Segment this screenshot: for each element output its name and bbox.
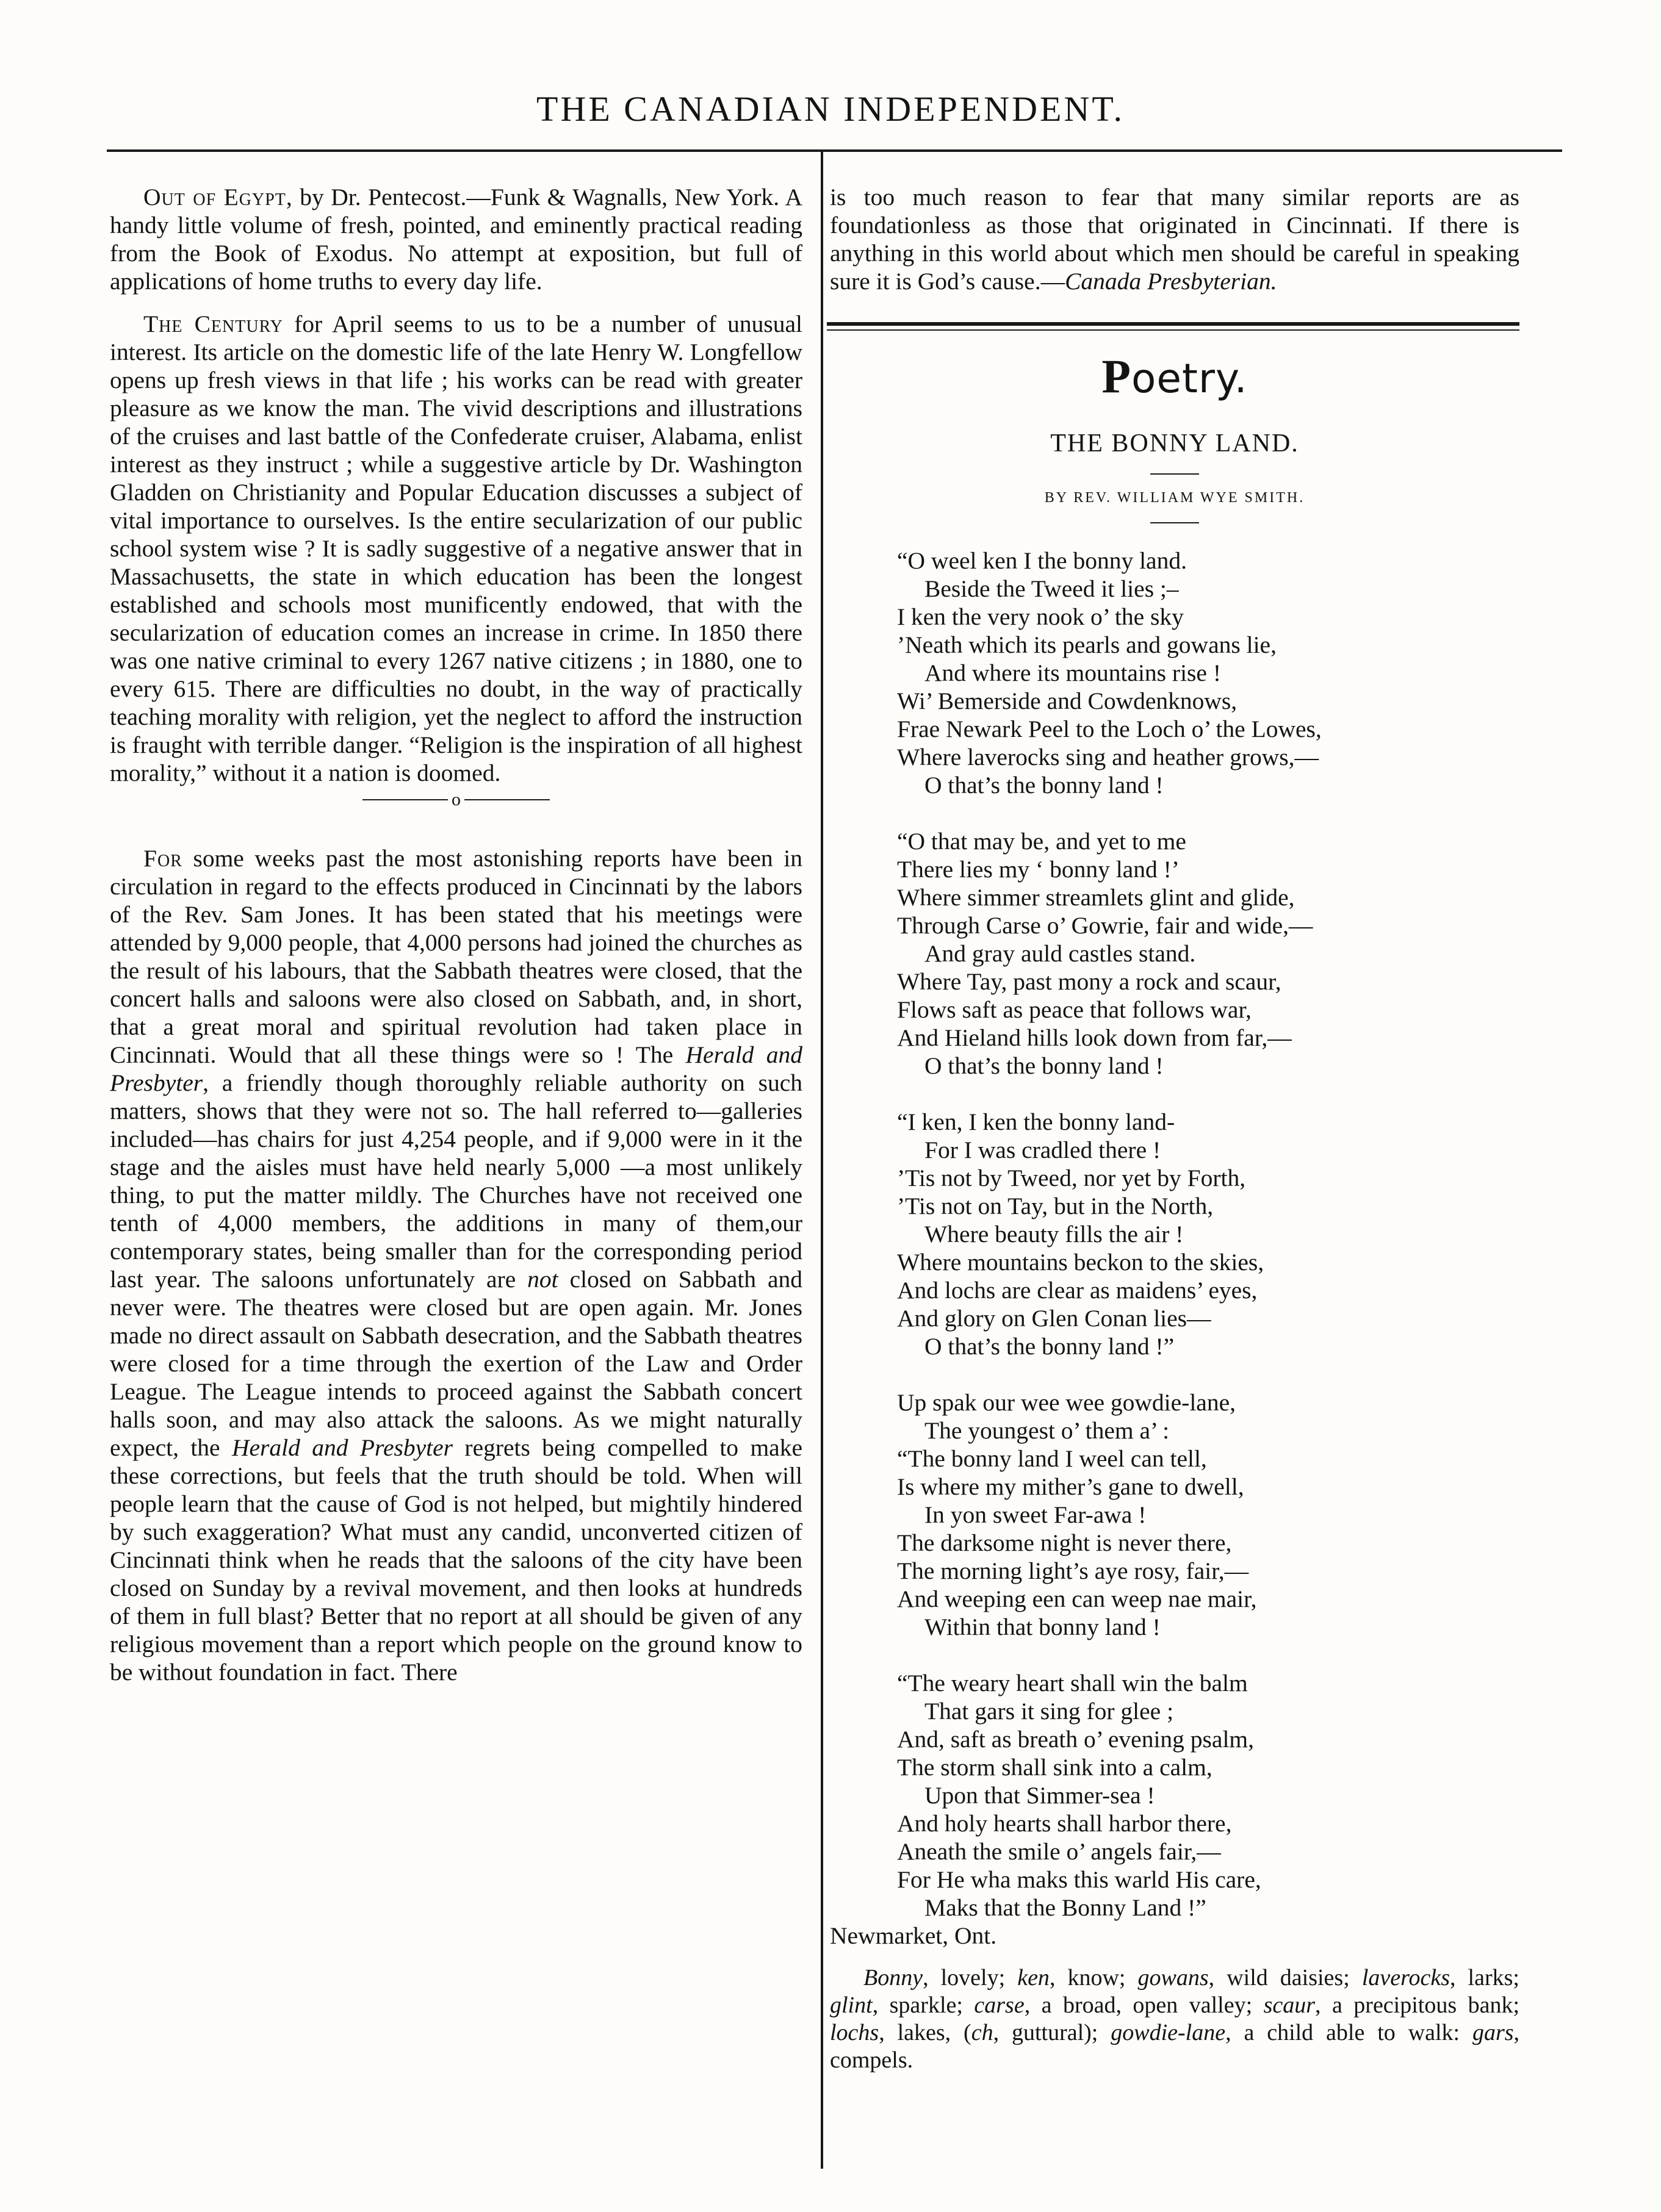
continuation-text: is too much reason to fear that many similar reports are as foundationless as those that originated in Cincinnati. If there is anything in this world about which men should be careful in speaking sure it is God’s cause.— [830, 184, 1519, 295]
poem-byline: BY REV. WILLIAM WYE SMITH. [1044, 490, 1305, 506]
poem-glossary [830, 1964, 1519, 2074]
glossary-term: lochs [830, 2020, 879, 2045]
glossary-definition: , lovely; [923, 1965, 1018, 1991]
poem-place: Newmarket, Ont. [830, 1922, 997, 1949]
article-text: regrets being compelled to make these corrections, but feels that the truth should be told. When will people learn that the cause of God is not helped, but mightily hindered by such exaggeration? What must any candid, unconverted citizen of Cincinnati think when he reads that the saloons of the city have been closed on Sunday by a revival movement, and then looks at hundreds of them in full blast? Better that no report at all should be given of any religious movement than a report which people on the ground know to be without foundation in fact. There [110, 1434, 802, 1686]
byline-rule [1150, 522, 1199, 523]
title-rule [1150, 473, 1199, 475]
poem-line: There lies my ‘ bonny land !’ [897, 856, 1180, 883]
glossary-term: laverocks [1361, 1965, 1450, 1991]
poem-line: Frae Newark Peel to the Loch o’ the Lowes, [897, 716, 1322, 742]
poem-line: For He wha maks this warld His care, [897, 1866, 1261, 1893]
poem-line: “O weel ken I the bonny land. [897, 547, 1187, 574]
poem-line: And weeping een can weep nae mair, [897, 1585, 1257, 1612]
masthead: THE CANADIAN INDEPENDENT. [536, 89, 1125, 129]
poetry-rule-thick [827, 322, 1519, 326]
glossary-definition: , guttural); [993, 2020, 1111, 2045]
glossary-definition: , lakes, ( [879, 2020, 971, 2045]
article-lead: For [143, 844, 182, 872]
glossary-term: glint [830, 1992, 873, 2018]
article-text: some weeks past the most astonishing reports have been in circulation in regard to the effects produced in Cincinnati by the labors of the Rev. Sam Jones. It has been stated that his meetings were attended by 9,000 people, that 4,000 persons had joined the churches as the result of his labours, that the Sabbath theatres were closed, that the concert halls and saloons were also closed on Sabbath, and, in short, that a great moral and spiritual revolution had taken place in Cincinnati. Would that all these things were so ! The [110, 844, 802, 1068]
masthead-rule [107, 149, 1562, 152]
poem-line: Beside the Tweed it lies ;– [924, 575, 1179, 602]
century-notice [110, 310, 802, 787]
out-of-egypt-notice [110, 183, 802, 295]
poem-line: The darksome night is never there, [897, 1529, 1232, 1556]
poem-stanza [897, 1108, 1519, 1360]
poem-line: Where mountains beckon to the skies, [897, 1249, 1264, 1276]
poem-line: Aneath the smile o’ angels fair,— [897, 1838, 1221, 1865]
glossary-definition: , wild daisies; [1208, 1965, 1362, 1991]
poetry-heading [830, 350, 1519, 403]
poem-line: Where Tay, past mony a rock and scaur, [897, 968, 1281, 995]
poem-line: O that’s the bonny land ! [924, 772, 1164, 799]
poem-stanza [897, 1669, 1519, 1922]
glossary-term: carse [974, 1992, 1025, 2018]
poem-line: The morning light’s aye rosy, fair,— [897, 1557, 1249, 1584]
poem-line: The storm shall sink into a calm, [897, 1754, 1212, 1781]
glossary-definition: , larks; [1450, 1965, 1519, 1991]
poem-line: Up spak our wee wee gowdie-lane, [897, 1389, 1236, 1416]
sam-jones-article [110, 844, 802, 1686]
glossary-definition: , a precipitous bank; [1315, 1992, 1520, 2018]
poem-line: Wi’ Bemerside and Cowdenknows, [897, 688, 1238, 714]
poem-line: And gray auld castles stand. [924, 940, 1196, 967]
poetry-rule-thin [827, 329, 1519, 331]
poem-line: “The weary heart shall win the balm [897, 1670, 1248, 1697]
poem-line: And, saft as breath o’ evening psalm, [897, 1726, 1255, 1753]
poem-line: “I ken, I ken the bonny land- [897, 1108, 1175, 1135]
poem-line: Is where my mither’s gane to dwell, [897, 1473, 1244, 1500]
poetry-heading-rest: oetry. [1131, 355, 1248, 402]
poem-line: And holy hearts shall harbor there, [897, 1810, 1232, 1837]
notice-lead: Out of Egypt, [143, 184, 293, 210]
poem-line: For I was cradled there ! [924, 1137, 1161, 1163]
poetry-initial: P [1101, 350, 1131, 403]
poem-line: Through Carse o’ Gowrie, fair and wide,— [897, 912, 1313, 939]
poem-line: In yon sweet Far-awa ! [924, 1501, 1147, 1528]
glossary-definition: , sparkle; [872, 1992, 975, 2018]
left-column [110, 183, 802, 1686]
right-column [830, 183, 1519, 2074]
poem-line: And glory on Glen Conan lies— [897, 1305, 1211, 1332]
poem-line: And where its mountains rise ! [924, 659, 1221, 686]
poem-line: Where laverocks sing and heather grows,— [897, 744, 1319, 770]
notice-text: for April seems to us to be a number of unusual interest. Its article on the domestic life of the late Henry W. Longfellow opens up fresh views in that life ; his works can be read with greater pleasure as we know the man. The vivid descriptions and illustrations of the cruises and last battle of the Confederate cruiser, Alabama, enlist interest as they instruct ; while a suggestive article by Dr. Washington Gladden on Christianity and Popular Education discusses a subject of vital importance to ourselves. Is the entire secularization of our public school system wise ? It is sadly suggestive of a negative answer that in Massachusetts, the state in which education has been the longest established and schools most munificently endowed, that with the secularization of education comes an increase in crime. In 1850 there was one native criminal to every 1267 native citizens ; in 1880, one to every 615. There are difficulties no doubt, in the way of practically teaching morality with religion, yet the neglect to afford the instruction is fraught with terrible danger. “Religion is the inspiration of all highest morality,” without it a nation is doomed. [110, 311, 802, 786]
poem-line: That gars it sing for glee ; [924, 1698, 1174, 1725]
glossary-term: Bonny [863, 1965, 923, 1991]
glossary-definition: , know; [1049, 1965, 1138, 1991]
poem-line: ’Tis not by Tweed, nor yet by Forth, [897, 1165, 1246, 1191]
glossary-term: ch [971, 2020, 993, 2045]
poem-line: Maks that the Bonny Land !” [924, 1894, 1206, 1921]
article-text: , a friendly though thoroughly reliable authority on such matters, shows that they were not so. The hall referred to—galleries included—has chairs for just 4,254 people, and if 9,000 were in it the stage and the aisles must have held nearly 5,000 —a most unlikely thing, to put the matter mildly. The Churches have not received one tenth of 4,000 members, the additions in many of them,our contemporary states, being smaller than for the corresponding period last year. The saloons unfortunately are [110, 1069, 802, 1293]
poem-line: O that’s the bonny land !” [924, 1333, 1175, 1360]
section-divider [110, 788, 802, 809]
poem-stanza [897, 547, 1519, 799]
poem-line: Flows saft as peace that follows war, [897, 996, 1252, 1023]
poem-line: O that’s the bonny land ! [924, 1052, 1164, 1079]
poem-line: ’Tis not on Tay, but in the North, [897, 1193, 1214, 1219]
source-credit: Canada Presbyterian. [1065, 268, 1277, 295]
poem-line: ’Neath which its pearls and gowans lie, [897, 631, 1277, 658]
divider-ornament: o [452, 789, 461, 810]
glossary-term: gowans [1137, 1965, 1209, 1991]
poem-body [830, 547, 1519, 1922]
poem-line: Where beauty fills the air ! [924, 1221, 1184, 1248]
notice-text: by Dr. Pentecost.—Funk & Wagnalls, New York. A handy little volume of fresh, pointed, and eminently practical reading from the Book of Exodus. No attempt at exposition, but full of applications of home truths to every day life. [110, 184, 802, 295]
poem-line: Upon that Simmer-sea ! [924, 1782, 1155, 1809]
poem-line: I ken the very nook o’ the sky [897, 603, 1184, 630]
emphasis: not [527, 1265, 558, 1293]
article-continuation [830, 183, 1519, 295]
poem-line: And lochs are clear as maidens’ eyes, [897, 1277, 1258, 1304]
publication-name: Herald and Presbyter [110, 1041, 802, 1096]
poem-line: The youngest o’ them a’ : [924, 1417, 1170, 1444]
glossary-term: ken [1017, 1965, 1050, 1991]
poem-line: Where simmer streamlets glint and glide, [897, 884, 1295, 911]
publication-name: Herald and Presbyter [231, 1434, 453, 1461]
article-text: closed on Sabbath and never were. The theatres were closed but are open again. Mr. Jones made no direct assault on Sabbath desecration, and the Sabbath theatres were closed for a time through the exertion of the Law and Order League. The League intends to proceed against the Sabbath concert halls soon, and may also attack the saloons. As we might naturally expect, the [110, 1265, 802, 1461]
column-divider [821, 149, 823, 2169]
notice-lead: The Century [143, 311, 283, 337]
glossary-definition: , a broad, open valley; [1024, 1992, 1264, 2018]
glossary-term: gars [1472, 2020, 1514, 2045]
poem-line: “O that may be, and yet to me [897, 828, 1186, 855]
glossary-definition: , a child able to walk: [1225, 2020, 1472, 2045]
poem-title: THE BONNY LAND. [1050, 429, 1299, 458]
poem-stanza [897, 1388, 1519, 1641]
poem-line: “The bonny land I weel can tell, [897, 1445, 1207, 1472]
poem-line: And Hieland hills look down from far,— [897, 1024, 1292, 1051]
glossary-term: gowdie-lane [1111, 2020, 1226, 2045]
glossary-definition: , compels. [830, 2020, 1520, 2073]
poem-line: Within that bonny land ! [924, 1614, 1161, 1640]
poem-stanza [897, 827, 1519, 1080]
glossary-term: scaur [1263, 1992, 1316, 2018]
